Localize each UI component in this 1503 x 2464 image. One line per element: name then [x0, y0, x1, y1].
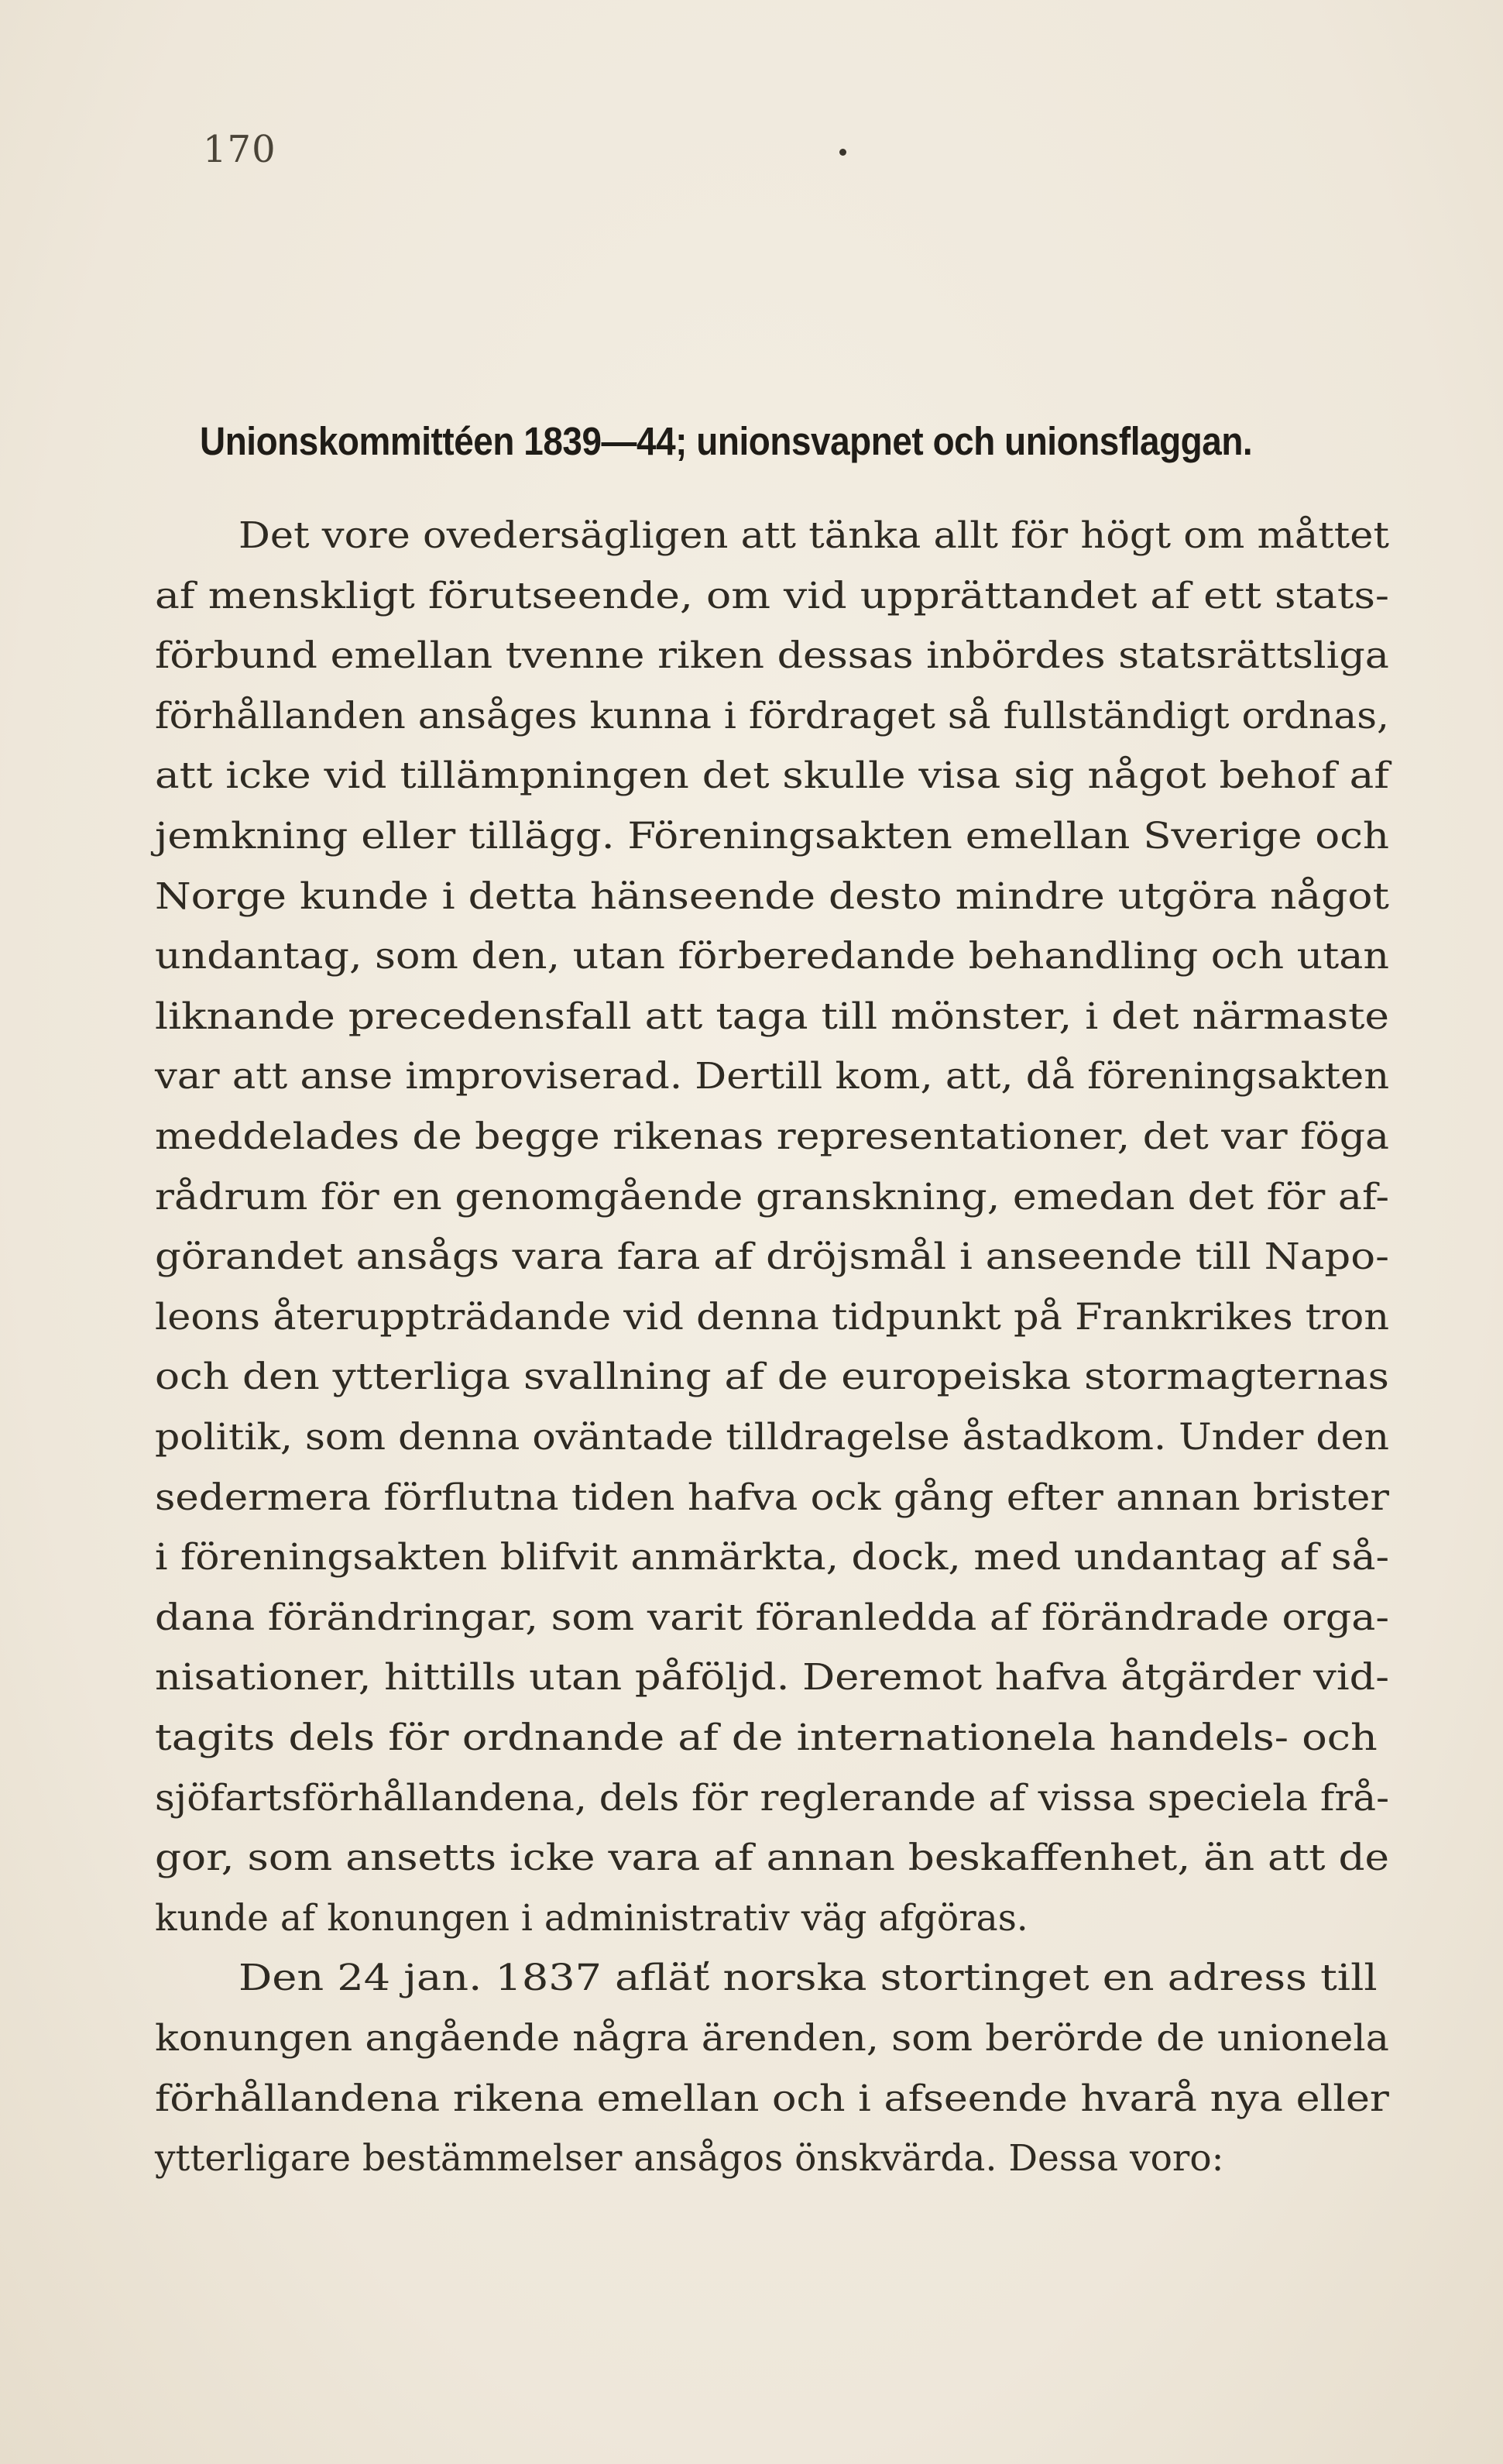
text-line: sjöfartsförhållandena, dels för reglerande af vissa speciela frå-	[155, 1776, 1390, 1820]
text-line: Den 24 jan. 1837 afläť norska stortinget en adress till	[238, 1957, 1378, 2000]
text-line: i föreningsakten blifvit anmärkta, dock, med undantag af så-	[155, 1536, 1390, 1579]
text-line: sedermera förflutna tiden hafva ock gång efter annan brister	[155, 1476, 1389, 1519]
text-line: politik, som denna oväntade tilldragelse åstadkom. Under den	[155, 1416, 1390, 1459]
text-line: förbund emellan tvenne riken dessas inbördes statsrättsliga	[155, 634, 1389, 678]
text-line: dana förändringar, som varit föranledda af förändrade orga-	[155, 1596, 1390, 1639]
text-line: leons återuppträdande vid denna tidpunkt på Frankrikes tron	[155, 1295, 1390, 1339]
text-line: ytterligare bestämmelser ansågos önskvärda. Dessa voro:	[155, 2137, 1224, 2180]
text-line: Det vore ovedersägligen att tänka allt för högt om måttet	[238, 514, 1389, 557]
text-line: tagits dels för ordnande af de internationela handels- och	[155, 1717, 1378, 1759]
text-line: jemkning eller tillägg. Föreningsakten emellan Sverige och	[155, 815, 1390, 857]
section-heading: Unionskommittéen 1839—44; unionsvapnet och unionsflaggan.	[200, 419, 1253, 463]
text-line: och den ytterliga svallning af de europeiska stormagternas	[155, 1356, 1389, 1399]
text-line: var att anse improviserad. Dertill kom, att, då föreningsakten	[155, 1055, 1390, 1098]
text-line: undantag, som den, utan förberedande behandling och utan	[155, 935, 1390, 978]
text-line: förhållanden ansåges kunna i fördraget så fullständigt ordnas,	[155, 694, 1389, 737]
text-line: att icke vid tillämpningen det skulle visa sig något behof af	[155, 754, 1390, 798]
text-line: konungen angående några ärenden, som berörde de unionela	[155, 2017, 1389, 2060]
text-line: kunde af konungen i administrativ väg afgöras.	[155, 1896, 1028, 1940]
text-line: liknande precedensfall att taga till mönster, i det närmaste	[155, 995, 1389, 1038]
text-line: förhållandena rikena emellan och i afseende hvarå nya eller	[155, 2077, 1389, 2120]
ink-speck	[839, 149, 846, 156]
text-line: meddelades de begge rikenas representationer, det var föga	[155, 1115, 1390, 1158]
text-line: nisationer, hittills utan påföljd. Deremot hafva åtgärder vid-	[155, 1656, 1390, 1699]
text-line: Norge kunde i detta hänseende desto mindre utgöra något	[155, 875, 1389, 918]
text-line: af menskligt förutseende, om vid upprättandet af ett stats-	[155, 574, 1390, 617]
page-number: 170	[203, 128, 276, 171]
text-line: rådrum för en genomgående granskning, emedan det för af-	[155, 1175, 1390, 1218]
text-line: gor, som ansetts icke vara af annan beskaffenhet, än att de	[155, 1837, 1390, 1880]
text-line: görandet ansågs vara fara af dröjsmål i anseende till Napo-	[155, 1235, 1389, 1279]
